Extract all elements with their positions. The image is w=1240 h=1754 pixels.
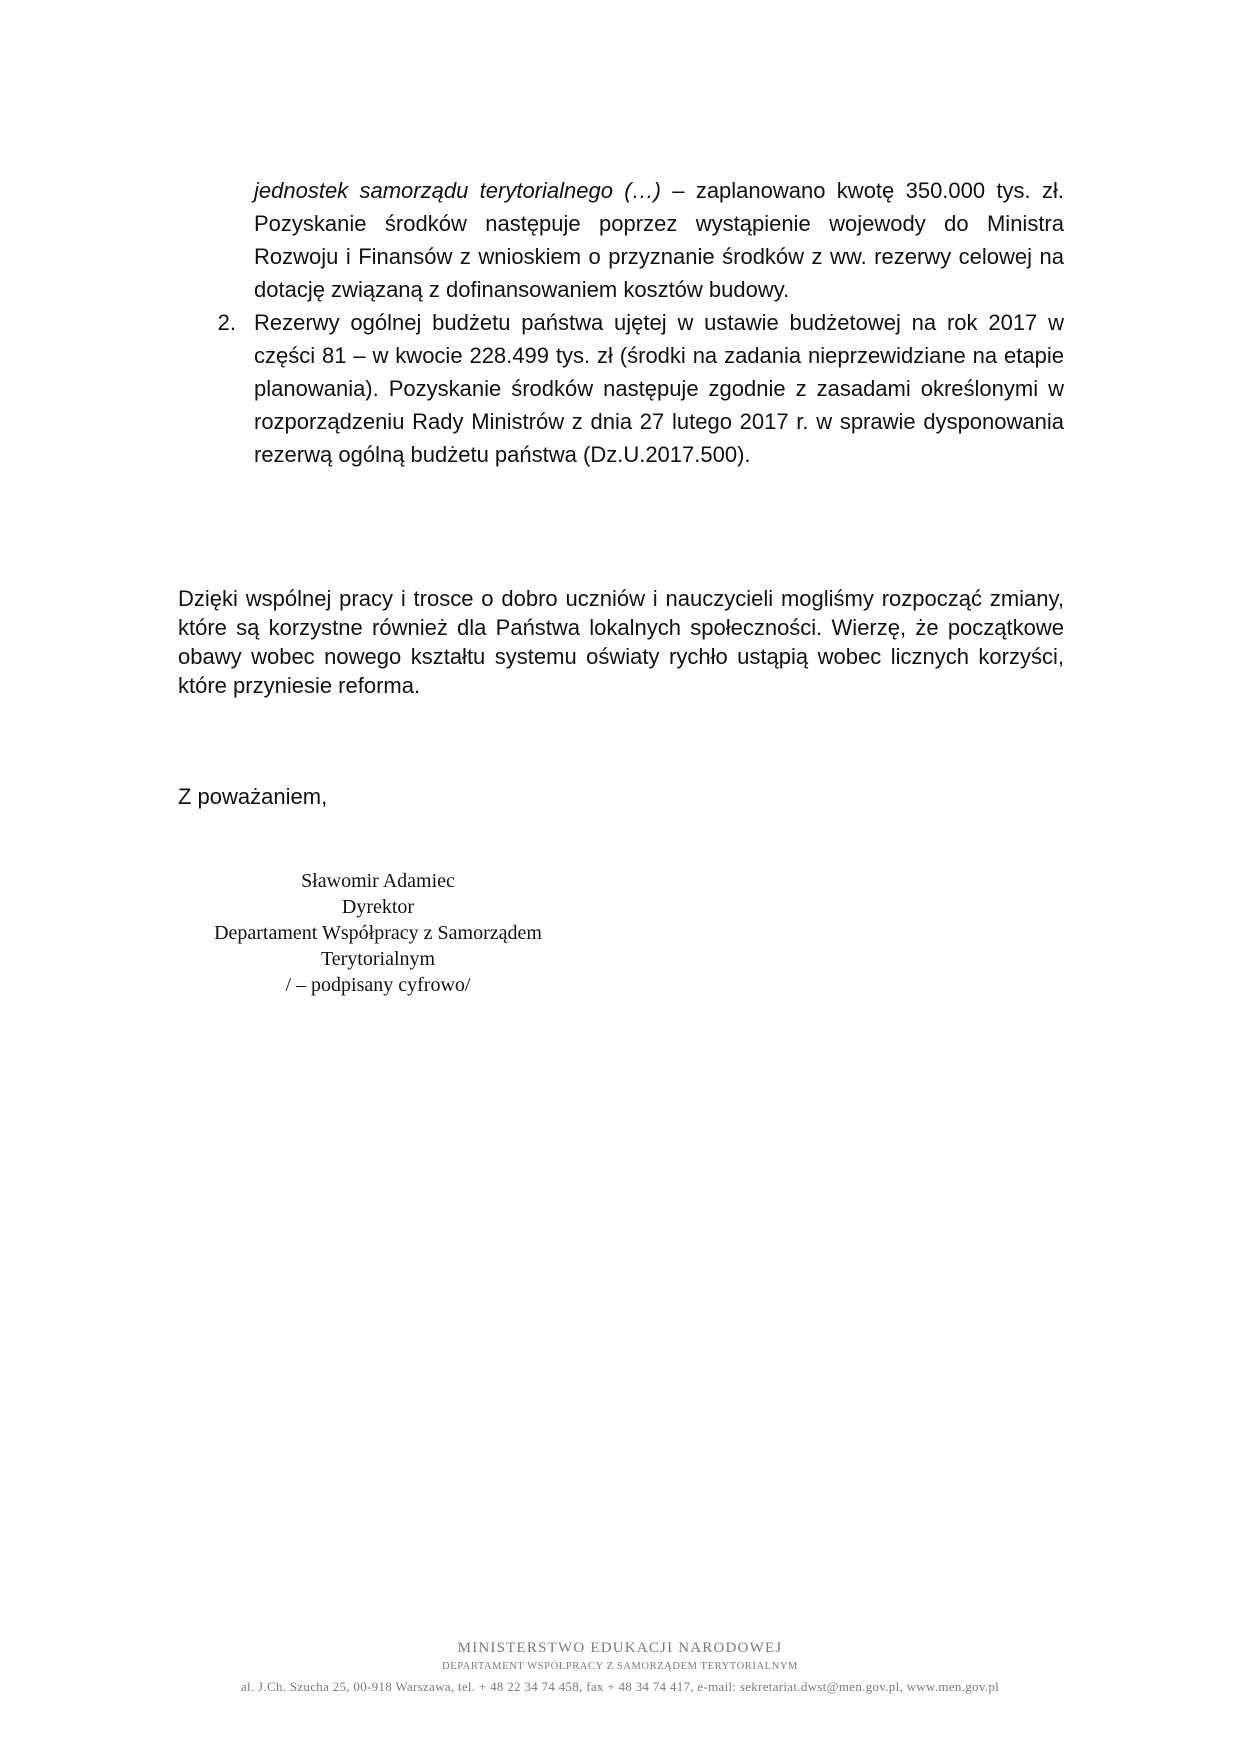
list-item-text: Rezerwy ogólnej budżetu państwa ujętej w ustawie budżetowej na rok 2017 w części 81 – w kwocie 228.499 tys. zł (środki na zadania nieprzewidziane na etapie planowania). Pozyskanie środków następuje zgodnie z zasadami określonymi w rozporządzeniu Rady Ministrów z dnia 27 lutego 2017 r. w sprawie dysponowania rezerwą ogólną budżetu państwa (Dz.U.2017.500). [254, 310, 1064, 467]
list-item [206, 174, 1064, 306]
digital-signature-note: / – podpisany cyfrowo/ [285, 974, 471, 996]
signature-block [178, 868, 578, 998]
footer-address: al. J.Ch. Szucha 25, 00-918 Warszawa, tel. + 48 22 34 74 458, fax + 48 34 74 417, e-mail: sekretariat.dwst@men.gov.pl, www.men.gov.pl [240, 1679, 1000, 1694]
footer-department: DEPARTAMENT WSPÓŁPRACY Z SAMORZĄDEM TERYTORIALNYM [442, 1661, 798, 1672]
signatory-role: Dyrektor [341, 896, 415, 918]
signatory-department: Departament Współpracy z Samorządem [214, 922, 542, 944]
signatory-name: Sławomir Adamiec [301, 870, 455, 892]
closing-salutation: Z poważaniem, [178, 784, 328, 809]
footer-ministry: MINISTERSTWO EDUKACJI NARODOWEJ [457, 1640, 783, 1656]
list-item-text: – zaplanowano kwotę 350.000 tys. zł. Pozyskanie środków następuje poprzez wystąpienie wojewody do Ministra Rozwoju i Finansów z wnioskiem o przyznanie środków z ww. rezerwy celowej na dotację związaną z dofinansowaniem kosztów budowy. [254, 178, 1064, 302]
list-item-italic-lead: jednostek samorządu terytorialnego (…) [254, 178, 661, 203]
body-paragraph: Dzięki wspólnej pracy i trosce o dobro uczniów i nauczycieli mogliśmy rozpocząć zmiany, które są korzystne również dla Państwa lokalnych społeczności. Wierzę, że początkowe obawy wobec nowego kształtu systemu oświaty rychło ustąpią wobec licznych korzyści, które przyniesie reforma. [178, 586, 1064, 698]
letterhead-footer [0, 1638, 1240, 1698]
list-item-number: 2. [217, 310, 236, 335]
reserve-list [206, 174, 1064, 471]
signatory-department-cont: Terytorialnym [320, 948, 436, 970]
list-item [206, 306, 1064, 471]
